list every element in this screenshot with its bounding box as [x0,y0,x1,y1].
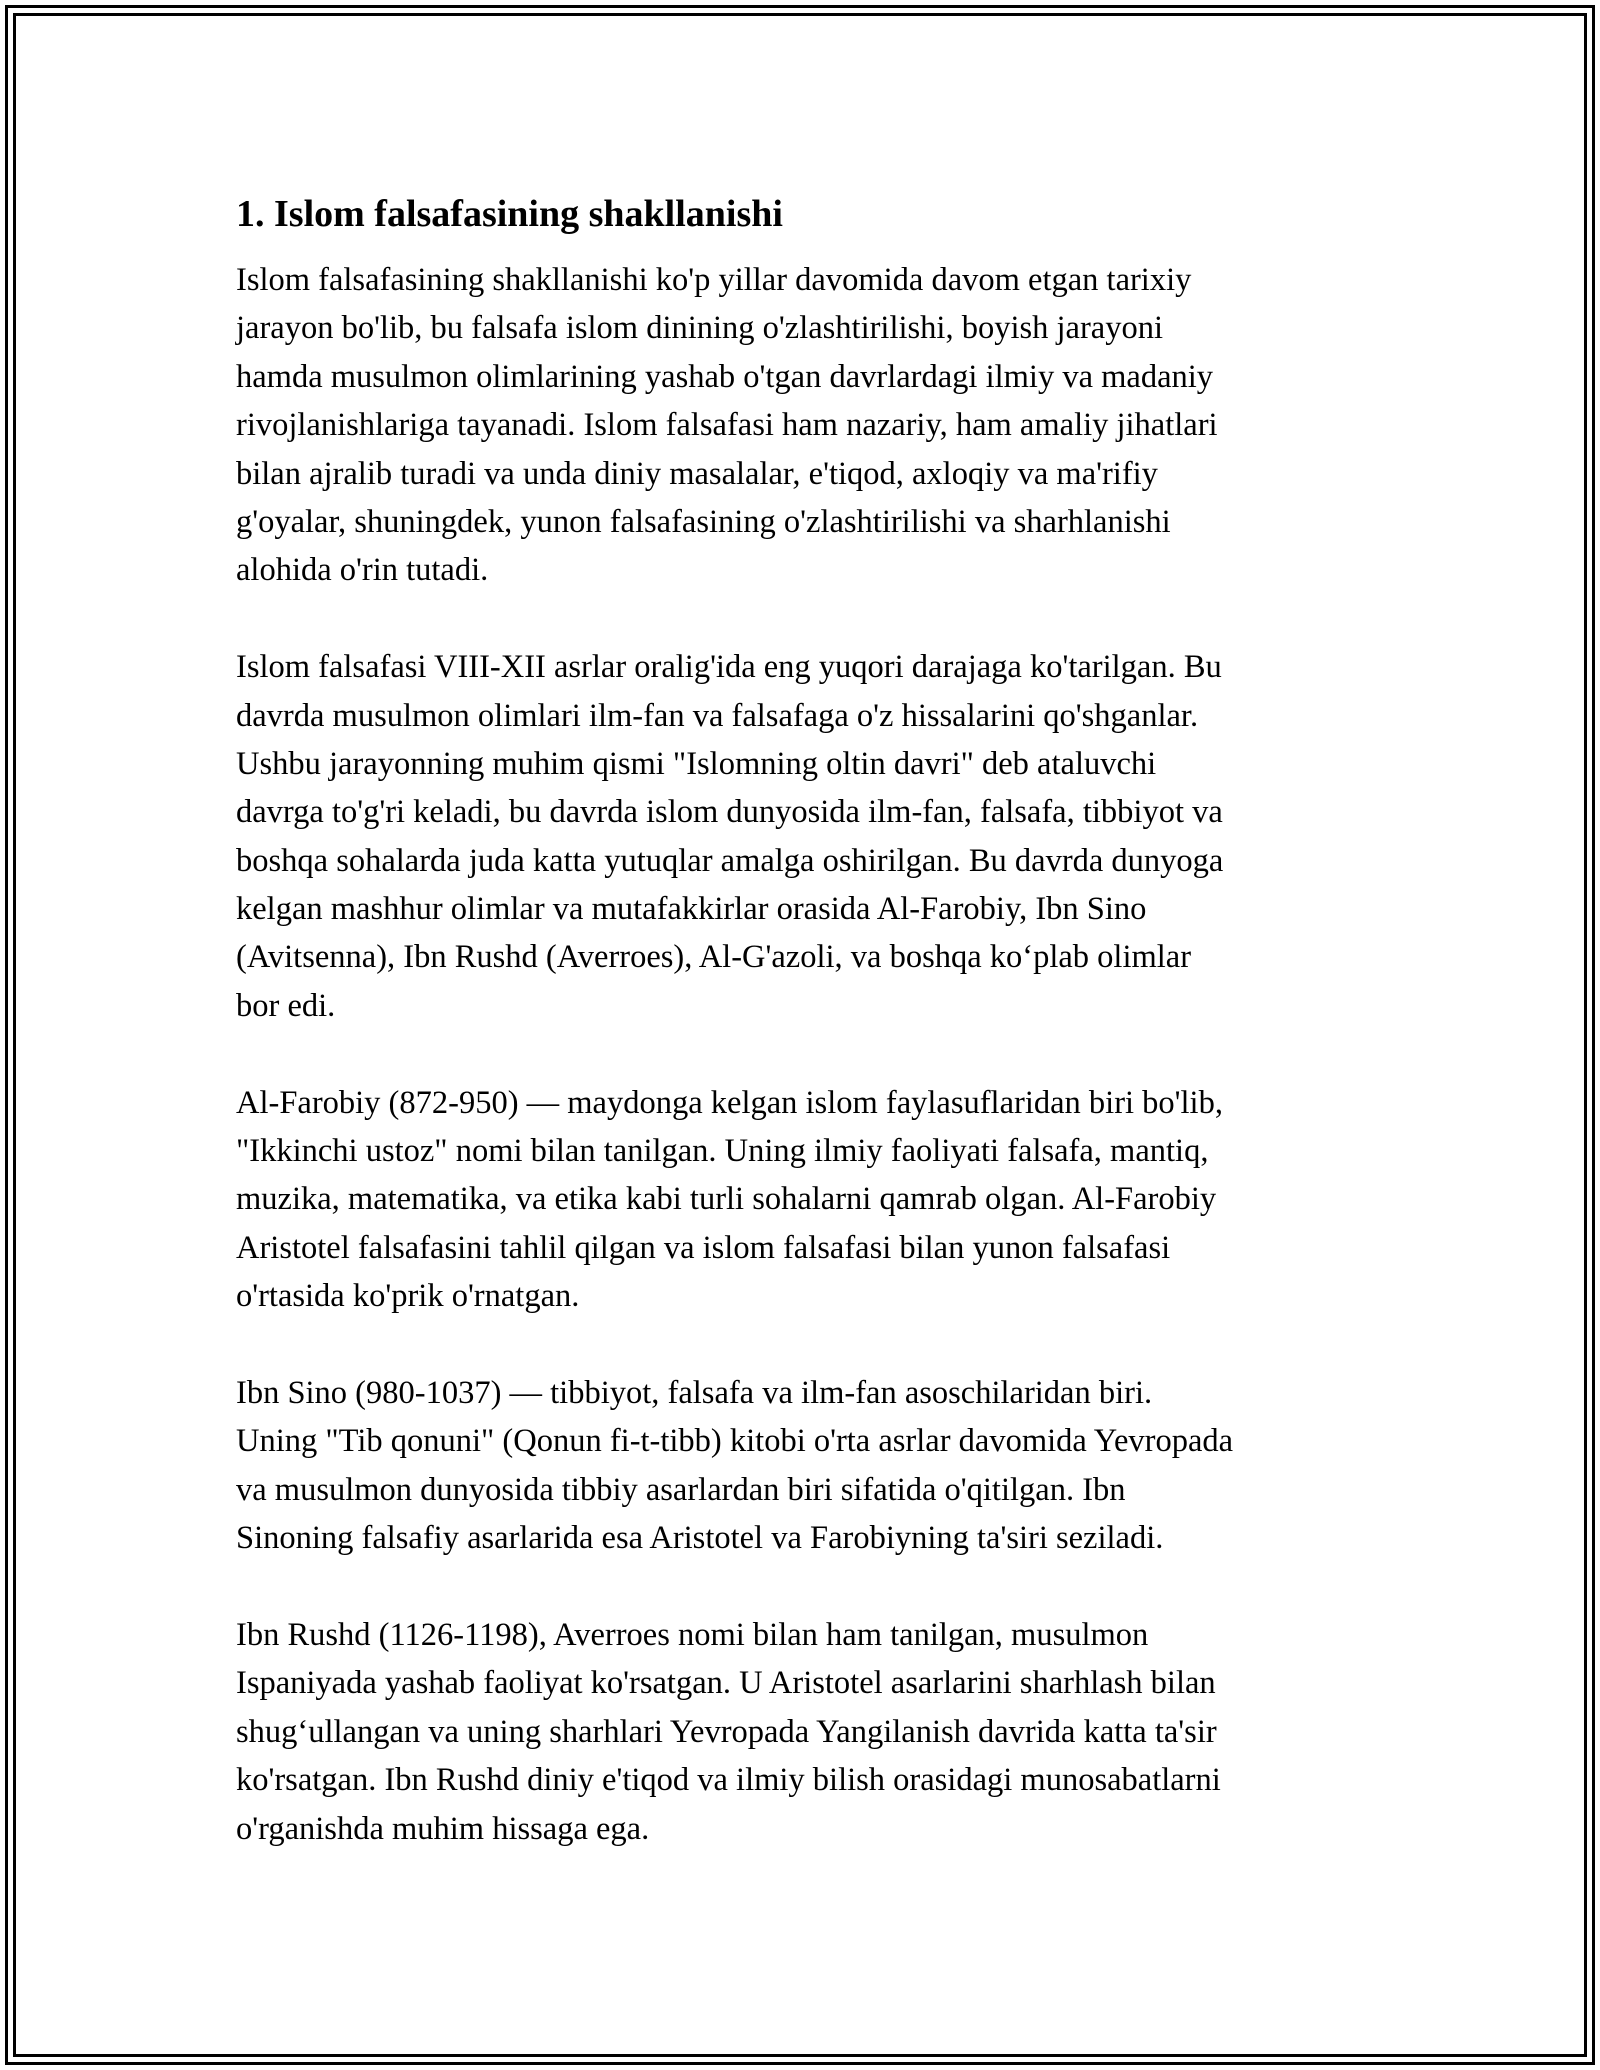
text-line: davrga to'g'ri keladi, bu davrda islom dunyosida ilm-fan, falsafa, tibbiyot va [236,794,1223,831]
paragraph-al-farobiy [236,1079,1386,1321]
text-line: Aristotel falsafasini tahlil qilgan va islom falsafasi bilan yunon falsafasi [236,1229,1171,1266]
text-line: hamda musulmon olimlarining yashab o'tgan davrlardagi ilmiy va madaniy [236,358,1214,395]
text-line: Sinoning falsafiy asarlarida esa Aristotel va Farobiyning ta'siri seziladi. [236,1520,1164,1557]
text-line: alohida o'rin tutadi. [236,552,489,589]
text-line: Al-Farobiy (872-950) — maydonga kelgan islom faylasuflaridan biri bo'lib, [236,1084,1223,1121]
paragraph-golden-age [236,643,1386,1030]
text-line: rivojlanishlariga tayanadi. Islom falsafasi ham nazariy, ham amaliy jihatlari [236,407,1218,444]
text-line: bilan ajralib turadi va unda diniy masalalar, e'tiqod, axloqiy va ma'rifiy [236,455,1158,492]
text-line: bor edi. [236,987,336,1024]
paragraph-ibn-rushd [236,1611,1386,1853]
text-line: g'oyalar, shuningdek, yunon falsafasining o'zlashtirilishi va sharhlanishi [236,503,1171,540]
text-line: shug‘ullangan va uning sharhlari Yevropada Yangilanish davrida katta ta'sir [236,1713,1217,1750]
paragraph-ibn-sino [236,1369,1386,1563]
text-line: muzika, matematika, va etika kabi turli sohalarni qamrab olgan. Al-Farobiy [236,1181,1217,1218]
text-line: boshqa sohalarda juda katta yutuqlar amalga oshirilgan. Bu davrda dunyoga [236,842,1224,879]
text-line: kelgan mashhur olimlar va mutafakkirlar orasida Al-Farobiy, Ibn Sino [236,891,1147,928]
text-line: o'rganishda muhim hissaga ega. [236,1810,650,1847]
text-line: Islom falsafasi VIII-XII asrlar oralig'ida eng yuqori darajaga ko'tarilgan. Bu [236,649,1222,686]
text-line: davrda musulmon olimlari ilm-fan va falsafaga o'z hissalarini qo'shganlar. [236,697,1199,734]
text-line: va musulmon dunyosida tibbiy asarlardan biri sifatida o'qitilgan. Ibn [236,1471,1126,1508]
text-line: Ispaniyada yashab faoliyat ko'rsatgan. U Aristotel asarlarini sharhlash bilan [236,1665,1216,1702]
text-line: Ibn Rushd (1126-1198), Averroes nomi bilan ham tanilgan, musulmon [236,1616,1149,1653]
text-line: Islom falsafasining shakllanishi ko'p yillar davomida davom etgan tarixiy [236,262,1192,298]
text-line: (Avitsenna), Ibn Rushd (Averroes), Al-G'azoli, va boshqa ko‘plab olimlar [236,939,1192,976]
text-line: ko'rsatgan. Ibn Rushd diniy e'tiqod va ilmiy bilish orasidagi munosabatlarni [236,1762,1221,1799]
section-heading: 1. Islom falsafasining shakllanishi [236,193,783,235]
text-line: Uning "Tib qonuni" (Qonun fi-t-tibb) kitobi o'rta asrlar davomida Yevropada [236,1423,1234,1460]
text-line: o'rtasida ko'prik o'rnatgan. [236,1278,580,1315]
document-body [236,186,1386,1853]
text-line: jarayon bo'lib, bu falsafa islom dinining o'zlashtirilishi, boyish jarayoni [236,310,1163,347]
text-line: Ushbu jarayonning muhim qismi "Islomning oltin davri" deb ataluvchi [236,745,1157,782]
text-line: "Ikkinchi ustoz" nomi bilan tanilgan. Uning ilmiy faoliyati falsafa, mantiq, [236,1133,1209,1170]
paragraph-formation [236,256,1386,595]
text-line: Ibn Sino (980-1037) — tibbiyot, falsafa va ilm-fan asoschilaridan biri. [236,1374,1153,1411]
